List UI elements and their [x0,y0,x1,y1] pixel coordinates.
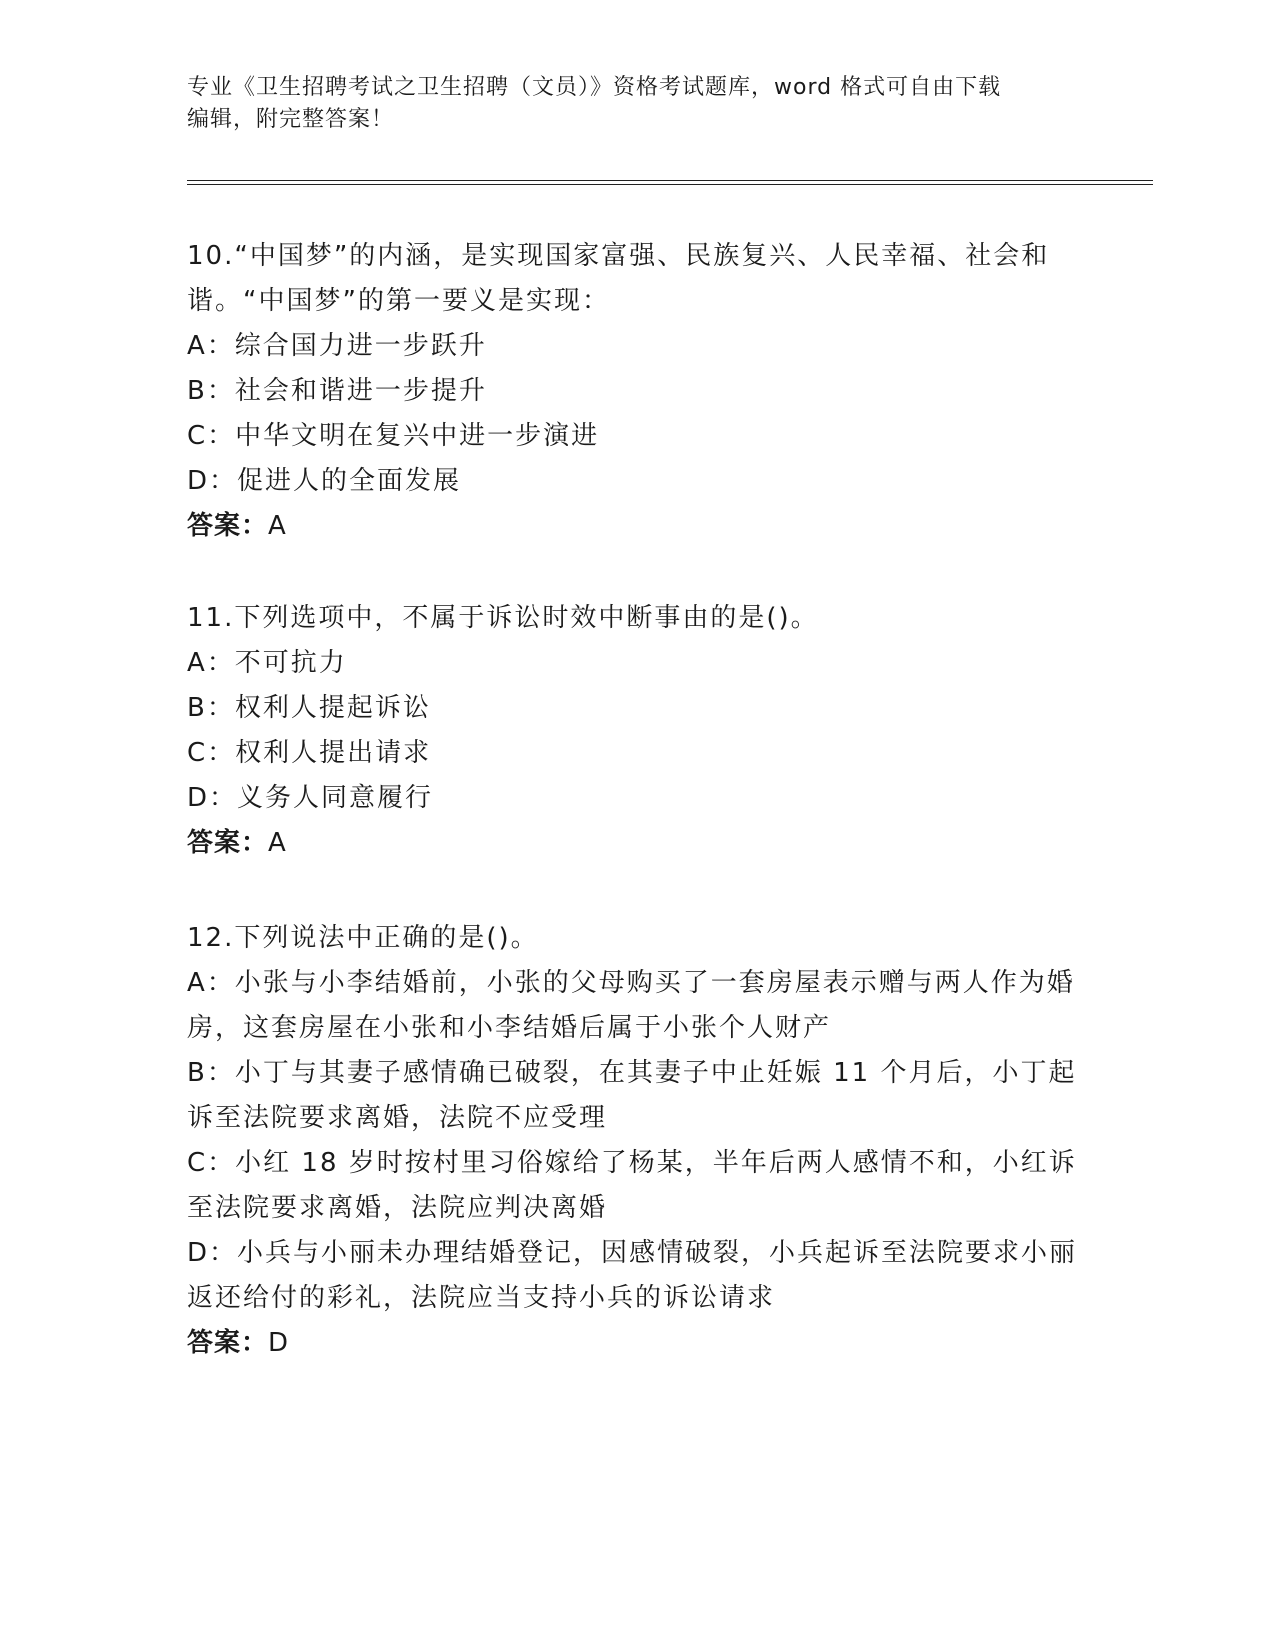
header-divider-top [187,180,1153,181]
question-11 [187,596,1087,866]
question-12 [187,916,1087,1366]
document-header [187,72,1087,136]
question-10 [187,234,1087,549]
answer-value: A [268,511,287,541]
option-a: A：小张与小李结婚前，小张的父母购买了一套房屋表示赠与两人作为婚房，这套房屋在小张和小李结婚后属于小张个人财产 [187,968,1075,1043]
option-d: D：义务人同意履行 [187,783,434,813]
option-d: D：小兵与小丽未办理结婚登记，因感情破裂，小兵起诉至法院要求小丽返还给付的彩礼，法院应当支持小兵的诉讼请求 [187,1238,1078,1313]
option-c: C：权利人提出请求 [187,738,432,768]
option-d: D：促进人的全面发展 [187,466,462,496]
option-a: A：综合国力进一步跃升 [187,331,487,361]
answer-label: 答案： [187,511,269,541]
answer-label: 答案： [187,1328,269,1358]
option-b: B：权利人提起诉讼 [187,693,431,723]
answer-label: 答案： [187,828,269,858]
question-stem: 12.下列说法中正确的是()。 [187,923,539,953]
question-stem: 11.下列选项中，不属于诉讼时效中断事由的是()。 [187,603,819,633]
answer-value: D [268,1328,290,1358]
answer-line [187,1321,1087,1366]
header-divider-bottom [187,184,1153,185]
option-b: B：社会和谐进一步提升 [187,376,487,406]
option-a: A：不可抗力 [187,648,347,678]
answer-line [187,821,1087,866]
header-line-2: 编辑，附完整答案！ [187,107,395,132]
option-c: C：小红 18 岁时按村里习俗嫁给了杨某，半年后两人感情不和，小红诉至法院要求离婚，法院应判决离婚 [187,1148,1077,1223]
option-b: B：小丁与其妻子感情确已破裂，在其妻子中止妊娠 11 个月后，小丁起诉至法院要求离婚，法院不应受理 [187,1058,1077,1133]
question-stem: 10.“中国梦”的内涵，是实现国家富强、民族复兴、人民幸福、社会和谐。“中国梦”的第一要义是实现： [187,241,1050,316]
answer-line [187,504,1087,549]
answer-value: A [268,828,287,858]
header-line-1: 专业《卫生招聘考试之卫生招聘（文员）》资格考试题库，word 格式可自由下载 [187,75,1002,100]
option-c: C：中华文明在复兴中进一步演进 [187,421,600,451]
